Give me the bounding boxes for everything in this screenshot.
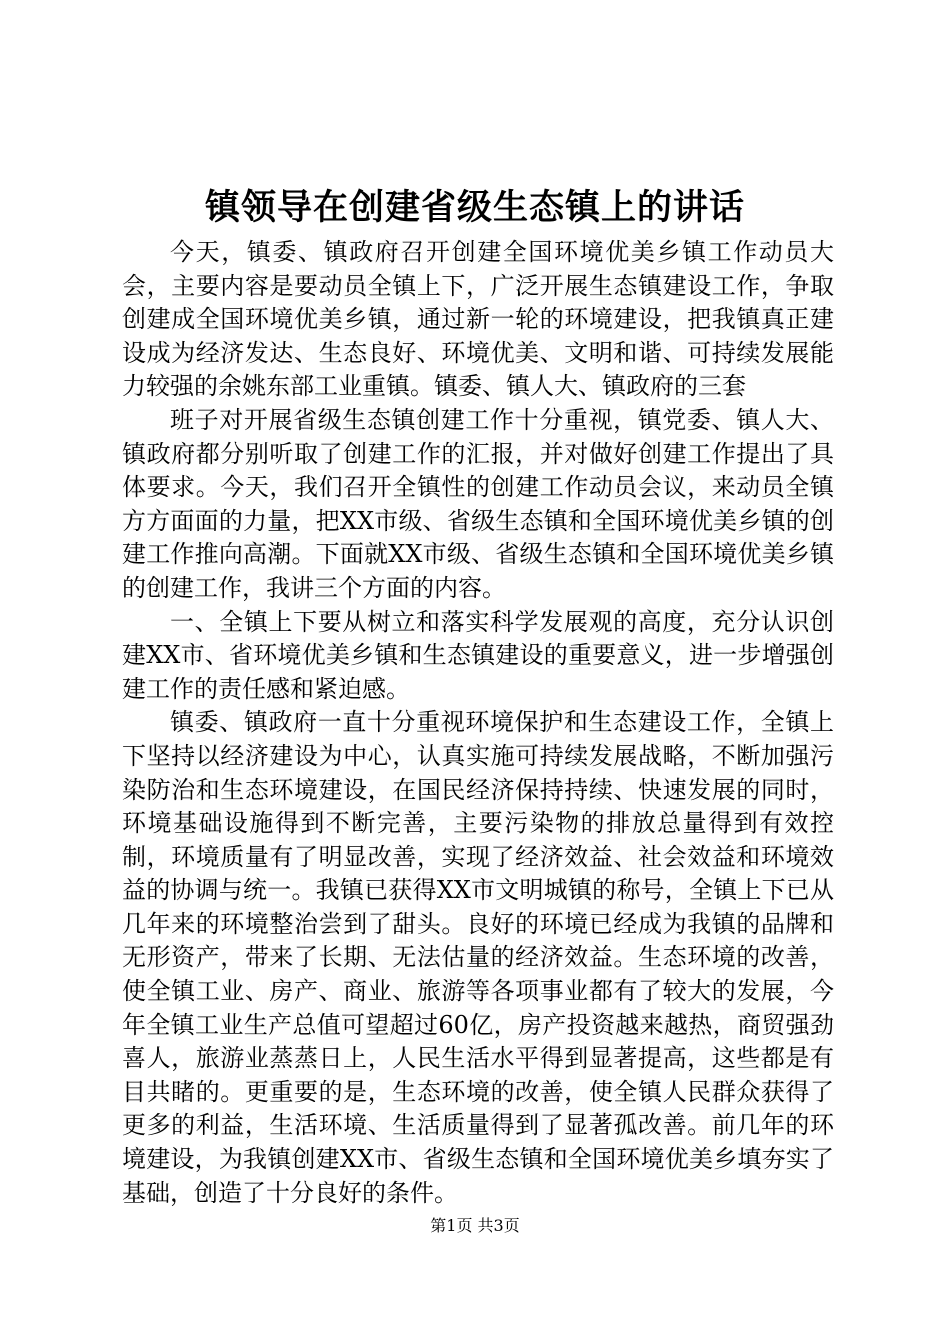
paragraph-3: 一、全镇上下要从树立和落实科学发展观的高度，充分认识创建XX市、省环境优美乡镇和生态镇建设的重要意义，进一步增强创建工作的责任感和紧迫感。	[122, 607, 834, 703]
paragraph-4: 镇委、镇政府一直十分重视环境保护和生态建设工作，全镇上下坚持以经济建设为中心，认真实施可持续发展战略，不断加强污染防治和生态环境建设，在国民经济保持持续、快速发展的同时，环境基础设施得到不断完善，主要污染物的排放总量得到有效控制，环境质量有了明显改善，实现了经济效益、社会效益和环境效益的协调与统一。我镇已获得XX市文明城镇的称号，全镇上下已从几年来的环境整治尝到了甜头。良好的环境已经成为我镇的品牌和无形资产，带来了长期、无法估量的经济效益。生态环境的改善，使全镇工业、房产、商业、旅游等各项事业都有了较大的发展，今年全镇工业生产总值可望超过60亿，房产投资越来越热，商贸强劲喜人，旅游业蒸蒸日上，人民生活水平得到显著提高，这些都是有目共睹的。更重要的是，生态环境的改善，使全镇人民群众获得了更多的利益，生活环境、生活质量得到了显著孤改善。前几年的环境建设，为我镇创建XX市、省级生态镇和全国环境优美乡填夯实了基础，创造了十分良好的条件。	[122, 708, 834, 1207]
document-body	[122, 236, 834, 1210]
paragraph-1: 今天，镇委、镇政府召开创建全国环境优美乡镇工作动员大会，主要内容是要动员全镇上下，广泛开展生态镇建设工作，争取创建成全国环境优美乡镇，通过新一轮的环境建设，把我镇真正建设成为经济发达、生态良好、环境优美、文明和谐、可持续发展能力较强的余姚东部工业重镇。镇委、镇人大、镇政府的三套	[122, 238, 834, 401]
page-footer: 第1页 共3页	[430, 1216, 520, 1235]
document-title: 镇领导在创建省级生态镇上的讲话	[204, 187, 745, 228]
paragraph-2: 班子对开展省级生态镇创建工作十分重视，镇党委、镇人大、镇政府都分别听取了创建工作的汇报，并对做好创建工作提出了具体要求。今天，我们召开全镇性的创建工作动员会议，来动员全镇方方面面的力量，把XX市级、省级生态镇和全国环境优美乡镇的创建工作推向高潮。下面就XX市级、省级生态镇和全国环境优美乡镇的创建工作，我讲三个方面的内容。	[122, 405, 834, 602]
